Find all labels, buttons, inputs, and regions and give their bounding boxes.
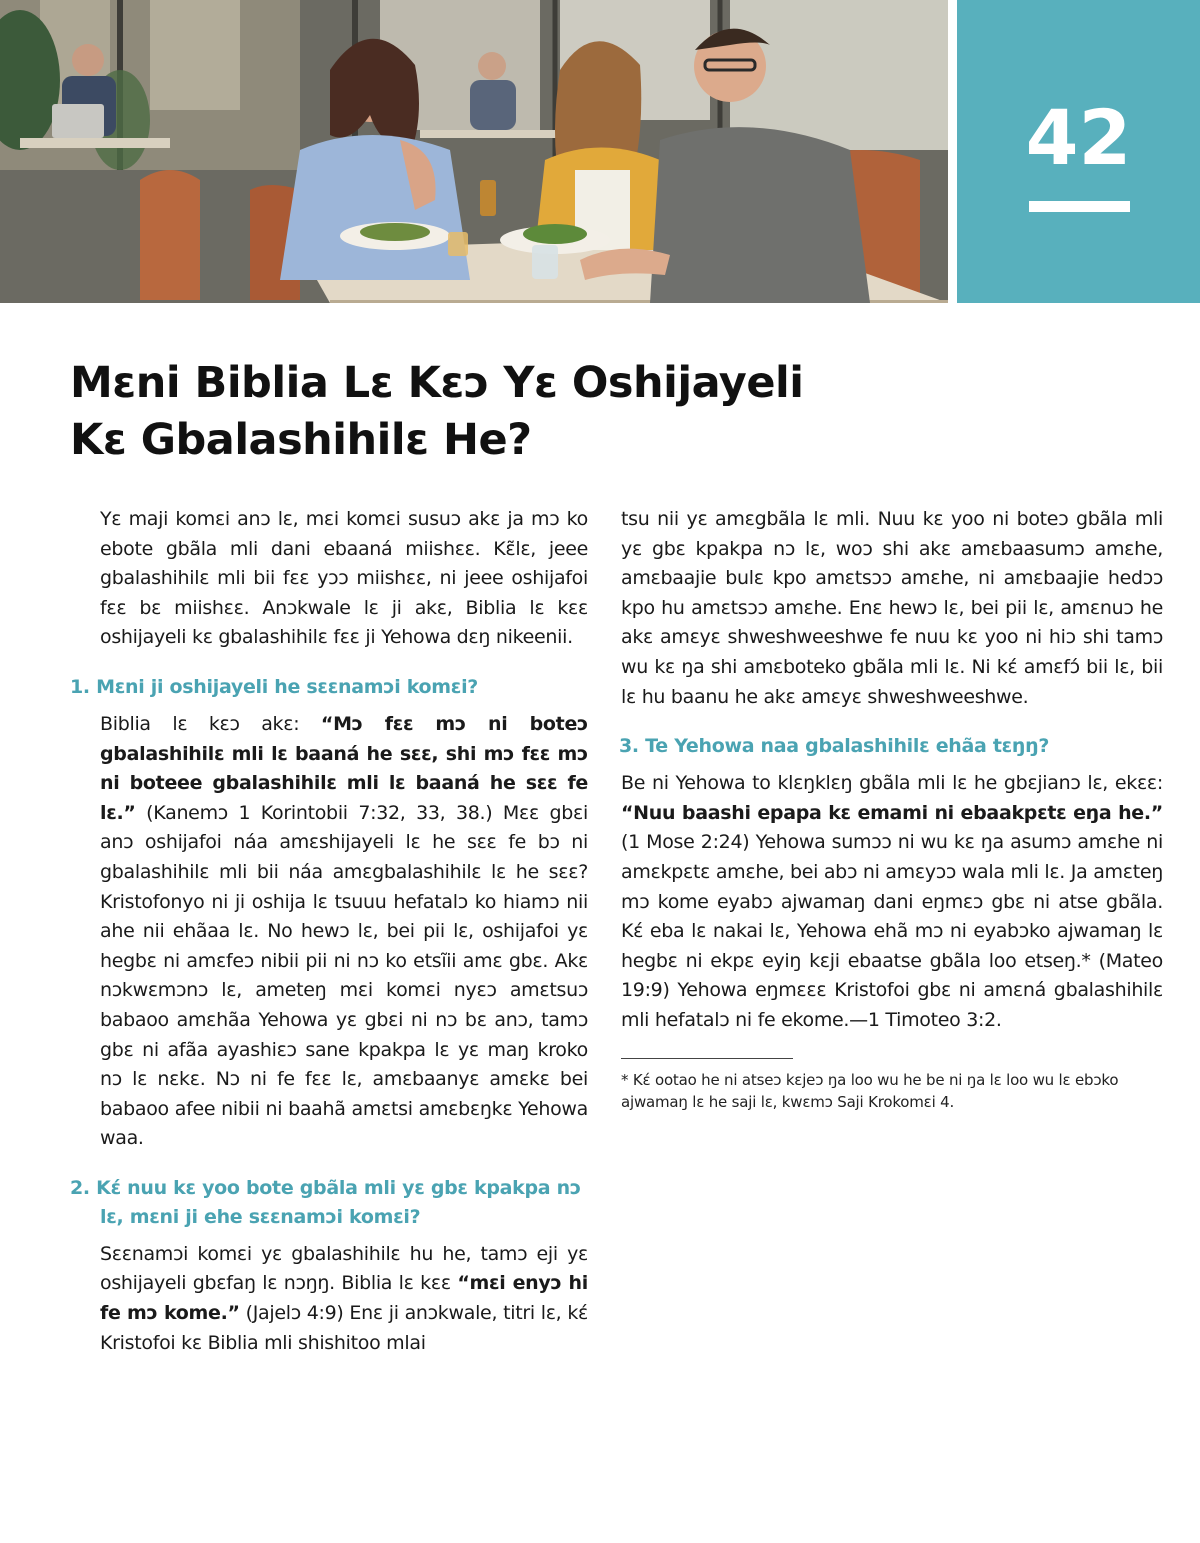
lesson-number-box: [957, 0, 1200, 303]
section-2-paragraph-part-2: tsu nii yɛ amɛgbãla lɛ mli. Nuu kɛ yoo ni boteɔ gbãla mli yɛ gbɛ kpakpa nɔ lɛ, woɔ shi akɛ amɛbaasumɔ amɛhe, amɛbaajie bulɛ kpo amɛtsɔɔ amɛhe, ni amɛbaajie hedɔɔ kpo hu amɛtsɔɔ amɛhe. Enɛ hewɔ lɛ, bei pii lɛ, amɛnuɔ he akɛ amɛyɛ shweshweeshwe fe nuu kɛ yoo ni hiɔ shi tamɔ wu kɛ ŋa shi amɛboteko gbãla mli lɛ. Ni kɛ́ amɛfɔ́ bii lɛ, bii lɛ hu baanu he akɛ amɛyɛ shweshweeshwe.: [621, 508, 1163, 708]
question-3-heading: 3. Te Yehowa naa gbalashihilɛ ehãa tɛŋŋ?: [619, 735, 1050, 758]
cafe-scene-illustration: [0, 0, 948, 303]
section-3-text-end: (1 Mose 2:24) Yehowa sumɔɔ ni wu kɛ ŋa asumɔ amɛhe ni amɛkpɛtɛ amɛhe, bei abɔ ni amɛyɔɔ wala mli lɛ. Ja amɛteŋ mɔ kome eyabɔ ajwamaŋ dani eŋmɛɔ gbɛ ni atse gbãla. Kɛ́ eba lɛ nakai lɛ, Yehowa ehã mɔ ni eyabɔko ajwamaŋ lɛ hegbɛ ni ekpɛ eyiŋ kɛji ebaatse gbãla loo etseŋ.* (Mateo 19:9) Yehowa eŋmɛɛɛ Kristofoi gbɛ ni amɛná gbalashihilɛ mli hefatalɔ ni fe ekome.—1 Timoteo 3:2.: [621, 831, 1163, 1031]
lesson-number-underline: [1029, 201, 1130, 212]
left-column: [70, 505, 588, 1358]
lesson-number: 42: [1025, 93, 1132, 182]
section-2-text-end-part-1: (Jajelɔ 4:9) Enɛ ji anɔkwale, titri lɛ, kɛ́ Kristofoi kɛ Biblia mli shishitoo mlai: [100, 1302, 588, 1354]
section-1-text-start: Biblia lɛ kɛɔ akɛ:: [100, 712, 321, 735]
page-title-line-1: Mɛni Biblia Lɛ Kɛɔ Yɛ Oshijayeli: [70, 358, 804, 408]
footnote: * Kɛ́ ootao he ni atseɔ kɛjeɔ ŋa loo wu he be ni ŋa lɛ loo wu lɛ ebɔko ajwamaŋ lɛ he saji lɛ, kwɛmɔ Saji Krokomɛi 4.: [621, 1070, 1119, 1111]
section-1-text-end: (Kanemɔ 1 Korintobii 7:32, 33, 38.) Mɛɛ gbɛi anɔ oshijafoi náa amɛshijayeli lɛ he sɛɛ fe bɔ ni gbalashihilɛ mli bii náa amɛgbalashihilɛ lɛ he sɛɛ? Kristofonyo ni ji oshija lɛ tsuuu hefatalɔ ko hiamɔ nii ahe nii ehãaa lɛ. No hewɔ lɛ, bei pii lɛ, oshijafoi yɛ hegbɛ ni amɛfeɔ nibii pii ni nɔ ko etsĩii amɛ gbɛ. Akɛ nɔkwɛmɔnɔ lɛ, ameteŋ mɛi komɛi nyɛɔ amɛtsuɔ babaoo amɛhãa Yehowa yɛ gbɛi ni nɔ bɛ anɔ, tamɔ gbɛ ni afãa ayashiɛɔ sane kpakpa lɛ yɛ maŋ kroko nɔ lɛ nɛkɛ. Nɔ ni fe fɛɛ lɛ, amɛbaanyɛ amɛkɛ bei babaoo afee nibii ni baahã amɛtsi amɛbɛŋkɛ Yehowa waa.: [100, 801, 588, 1150]
question-1-heading: 1. Mɛni ji oshijayeli he sɛɛnamɔi komɛi?: [70, 675, 479, 698]
header-photo: [0, 0, 948, 303]
question-2-heading: 2. Kɛ́ nuu kɛ yoo bote gbãla mli yɛ gbɛ kpakpa nɔ lɛ, mɛni ji ehe sɛɛnamɔi komɛi?: [70, 1176, 581, 1228]
section-2-paragraph-part-1: [70, 1240, 588, 1358]
intro-paragraph: Yɛ maji komɛi anɔ lɛ, mɛi komɛi susuɔ akɛ ja mɔ ko ebote gbãla mli dani ebaaná miishɛɛ. Kɛ̃lɛ, jeee gbalashihilɛ mli bii fɛɛ yɔɔ miishɛɛ, ni jeee oshijafoi fɛɛ bɛ miishɛɛ. Anɔkwale lɛ ji akɛ, Biblia lɛ kɛɛ oshijayeli kɛ gbalashihilɛ fɛɛ ji Yehowa dɛŋ nikeenii.: [100, 508, 588, 649]
footnote-divider: [621, 1058, 793, 1059]
section-2-text-start: Sɛɛnamɔi komɛi yɛ gbalashihilɛ hu he, tamɔ eji yɛ oshijayeli gbɛfaŋ lɛ nɔŋŋ. Biblia lɛ kɛɛ: [100, 1242, 588, 1295]
section-3-paragraph: [621, 769, 1163, 1035]
page-title-line-2: Kɛ Gbalashihilɛ He?: [70, 415, 532, 465]
page-title: [70, 355, 930, 469]
section-3-text-start: Be ni Yehowa to klɛŋklɛŋ gbãla mli lɛ he gbɛjianɔ lɛ, ekɛɛ:: [621, 772, 1163, 795]
section-2-bible-quote: “mɛi enyɔ hi fe mɔ kome.”: [100, 1272, 588, 1325]
section-3-bible-quote: “Nuu baashi epapa kɛ emami ni ebaakpɛtɛ eŋa he.”: [621, 801, 1163, 824]
section-1-paragraph: [70, 710, 588, 1154]
section-1-bible-quote: “Mɔ fɛɛ mɔ ni boteɔ gbalashihilɛ mli lɛ baaná he sɛɛ, shi mɔ fɛɛ mɔ ni boteee gbalashihilɛ mli lɛ baaná he sɛɛ fe lɛ.”: [100, 712, 588, 824]
right-column: [621, 505, 1163, 1113]
